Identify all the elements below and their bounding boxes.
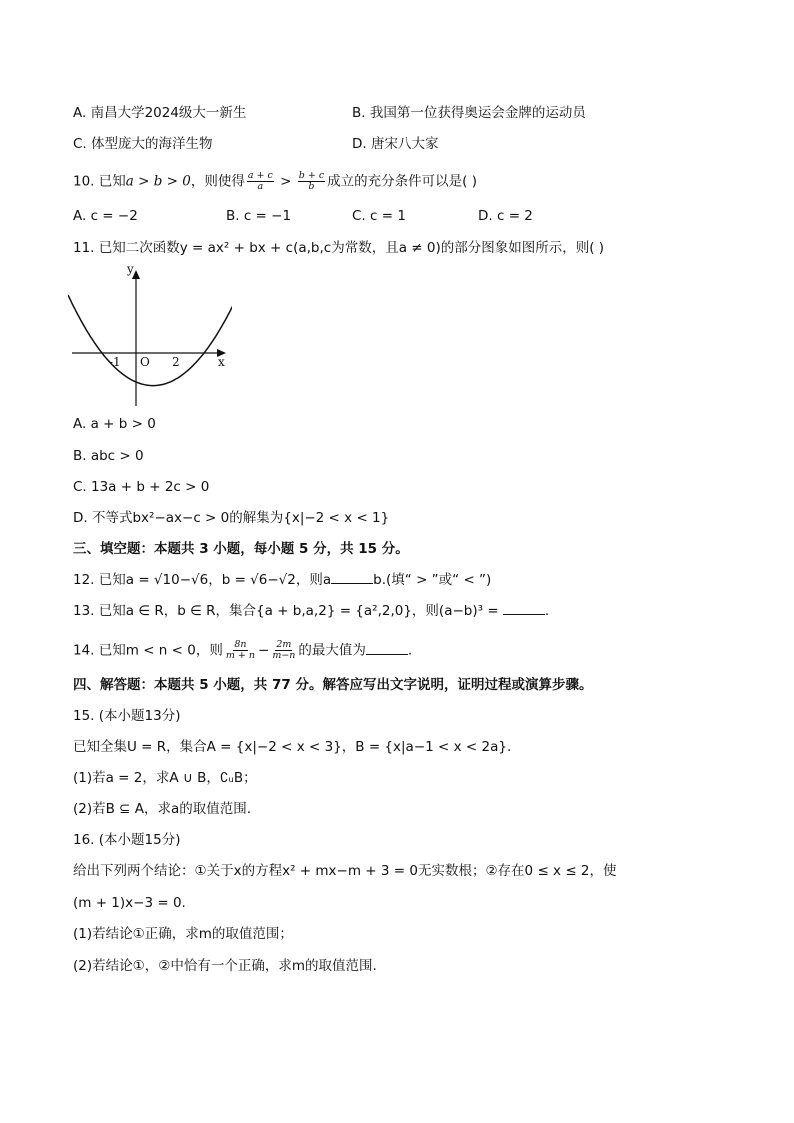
q16-line-4: (2)若结论①，②中恰有一个正确，求m的取值范围. [73,958,377,974]
root-2-label: 2 [172,355,180,369]
q14-suffix: 的最大值为 [298,642,366,659]
q10-option-c: C. c = 1 [352,208,406,224]
q11-option-a: A. a + b > 0 [73,416,156,432]
q10-mid: ，则使得 [190,173,245,190]
parabola-curve [68,272,232,386]
q10-fraction-1 [247,171,274,192]
q14-fraction-1-denominator: m + n [225,650,255,661]
q12-stem [73,571,491,589]
q13-answer-blank[interactable] [503,602,545,615]
section-4-heading: 四、解答题：本题共 5 小题，共 77 分。解答应写出文字说明，证明过程或演算步骤。 [73,677,593,693]
q14-fraction-1 [225,640,256,661]
q14-fraction-2-denominator: m−n [272,650,296,661]
q10-gt: > [275,173,296,190]
q16-header: 16. (本小题15分) [73,832,181,848]
q11-stem: 11. 已知二次函数y = ax² + bx + c(a,b,c为常数，且a ≠ 0)的部分图象如图所示，则( ) [73,240,605,256]
q15-header: 15. (本小题13分) [73,708,181,724]
origin-label: O [140,355,150,369]
q14-answer-blank[interactable] [366,642,408,655]
section-3-heading: 三、填空题：本题共 3 小题，每小题 5 分，共 15 分。 [73,541,409,557]
q10-condition: a > b > 0 [125,173,191,190]
q9-option-c: C. 体型庞大的海洋生物 [73,136,213,152]
q13-text: 13. 已知a ∈ R，b ∈ R，集合{a + b,a,2} = {a²,2,0}，则(a−b)³ = [73,603,503,619]
y-axis-label: y [127,262,134,276]
q9-option-d: D. 唐宋八大家 [352,136,439,152]
q16-line-3: (1)若结论①正确，求m的取值范围； [73,926,293,942]
q14-fraction-2-numerator: 2m [276,639,292,650]
q10-prefix: 10. 已知 [73,173,126,190]
q10-stem [73,171,477,192]
x-axis-label: x [218,355,225,369]
q14-fraction-2 [271,640,296,661]
q14-prefix: 14. 已知m < n < 0，则 [73,642,223,659]
q10-option-b: B. c = −1 [226,208,292,224]
q10-suffix: 成立的充分条件可以是( ) [327,173,477,190]
q11-option-d: D. 不等式bx²−ax−c > 0的解集为{x|−2 < x < 1} [73,510,390,526]
q14-after: . [407,642,413,659]
q14-stem [73,640,412,661]
q10-fraction-2-numerator: b + c [298,170,325,181]
q15-line-2: (1)若a = 2，求A ∪ B，∁ᵤB； [73,770,257,786]
q12-text: 12. 已知a = √10−√6，b = √6−√2，则a [73,572,332,588]
parabola-graph [68,262,232,410]
q9-option-a: A. 南昌大学2024级大一新生 [73,105,247,121]
q14-minus: − [258,642,270,659]
q16-line-2: (m + 1)x−3 = 0. [73,895,186,911]
root-neg1-label: -1 [109,355,121,369]
q15-line-3: (2)若B ⊆ A，求a的取值范围. [73,801,252,817]
q10-fraction-2 [298,171,325,192]
q9-option-b: B. 我国第一位获得奥运会金牌的运动员 [352,105,586,121]
q10-fraction-1-numerator: a + c [247,170,273,181]
q12-after: b.(填“ > ”或“ < ”) [373,572,492,588]
q10-fraction-1-denominator: a [257,181,264,192]
q13-stem [73,602,549,620]
q11-option-b: B. abc > 0 [73,448,144,464]
q11-option-c: C. 13a + b + 2c > 0 [73,479,210,495]
q14-fraction-1-numerator: 8n [234,639,247,650]
q16-line-1: 给出下列两个结论：①关于x的方程x² + mx−m + 3 = 0无实数根；②存在0 ≤ x ≤ 2，使 [73,863,617,879]
q15-line-1: 已知全集U = R，集合A = {x|−2 < x < 3}，B = {x|a−1 < x < 2a}. [73,739,512,755]
q12-answer-blank[interactable] [331,571,373,584]
q10-option-a: A. c = −2 [73,208,138,224]
q10-fraction-2-denominator: b [308,181,315,192]
q10-option-d: D. c = 2 [478,208,533,224]
q13-after: . [544,603,550,619]
